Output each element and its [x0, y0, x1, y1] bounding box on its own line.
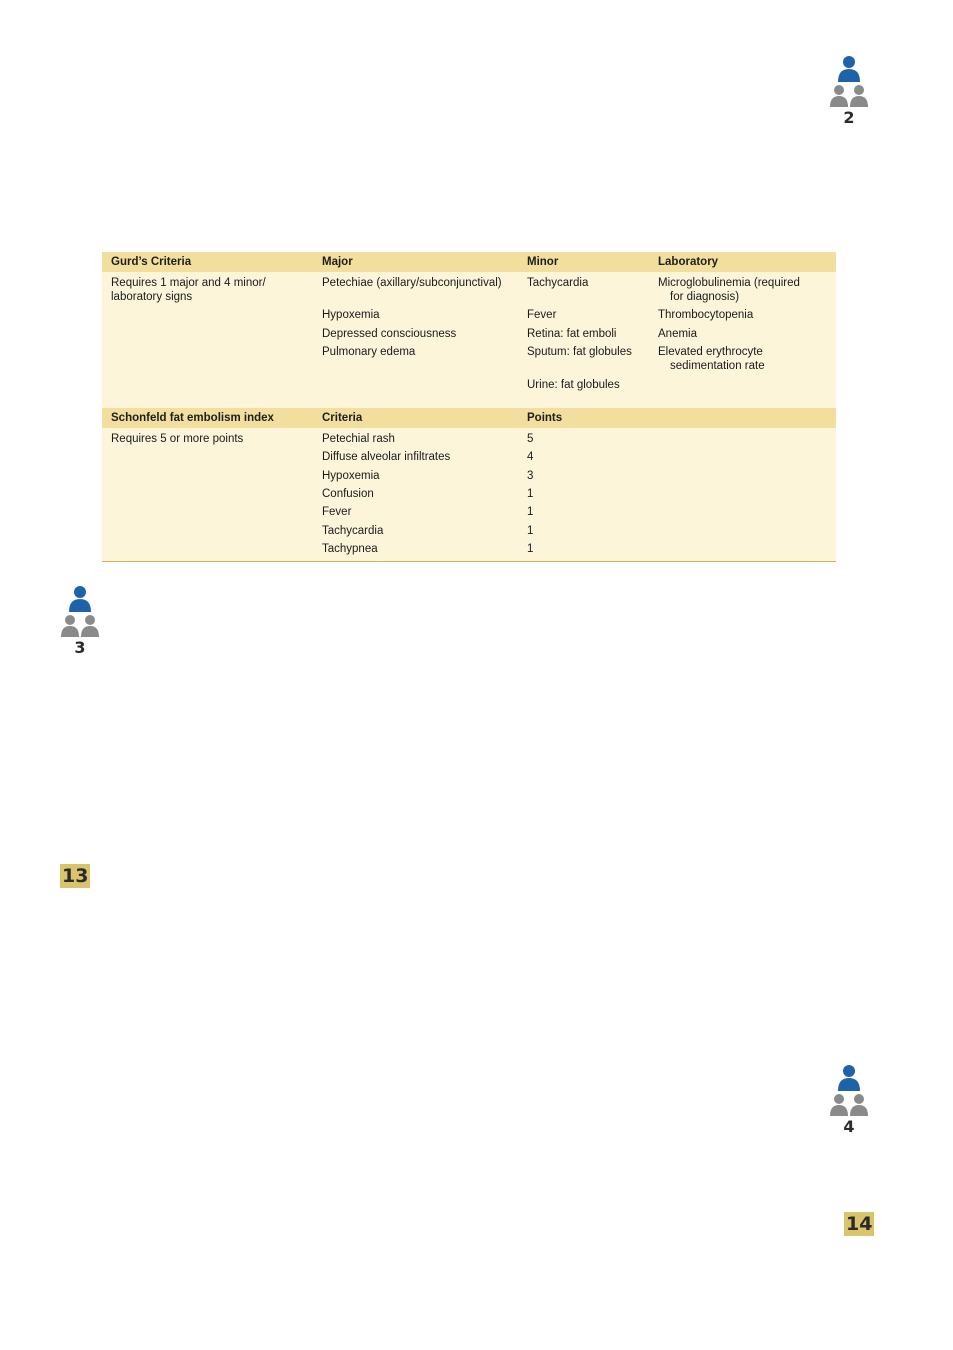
- people-group-icon: [826, 55, 872, 126]
- people-icon-graphic: [59, 585, 101, 639]
- people-icon-graphic: [828, 1064, 870, 1118]
- gurd-header-laboratory: Laboratory: [658, 256, 719, 268]
- schonfeld-criteria: Fever: [322, 506, 352, 518]
- gurd-lab-item: Elevated erythrocyte: [658, 346, 763, 358]
- schonfeld-criteria: Petechial rash: [322, 433, 395, 445]
- gurd-minor-item: Urine: fat globules: [527, 379, 620, 391]
- gurd-minor-item: Sputum: fat globules: [527, 346, 632, 358]
- gurd-requirement-line: Requires 1 major and 4 minor/: [111, 277, 266, 289]
- schonfeld-header-row: [102, 408, 836, 428]
- gurd-major-item: Petechiae (axillary/subconjunctival): [322, 277, 502, 289]
- schonfeld-criteria: Diffuse alveolar infiltrates: [322, 451, 451, 463]
- gurd-minor-item: Fever: [527, 309, 557, 321]
- schonfeld-criteria: Hypoxemia: [322, 470, 380, 482]
- gurd-requirement-line: laboratory signs: [111, 291, 193, 303]
- schonfeld-points: 1: [527, 488, 534, 500]
- fat-embolism-criteria-table: [102, 252, 836, 562]
- gurd-lab-item: Microglobulinemia (required: [658, 277, 800, 289]
- schonfeld-points: 3: [527, 470, 534, 482]
- gurd-major-item: Hypoxemia: [322, 309, 380, 321]
- gurd-lab-item: Thrombocytopenia: [658, 309, 754, 321]
- people-group-icon: [57, 585, 103, 656]
- schonfeld-header-criteria: Criteria: [322, 412, 363, 424]
- gurd-lab-item-continued: for diagnosis): [670, 291, 740, 303]
- icon-number: 3: [74, 638, 86, 657]
- icon-number: 4: [843, 1117, 855, 1136]
- schonfeld-points: 4: [527, 451, 534, 463]
- people-icon-graphic: [828, 55, 870, 109]
- schonfeld-requirement: Requires 5 or more points: [111, 433, 244, 445]
- gurd-header-title: Gurd’s Criteria: [111, 256, 192, 268]
- schonfeld-points: 1: [527, 525, 534, 537]
- gurd-lab-item-continued: sedimentation rate: [670, 360, 765, 372]
- schonfeld-points: 1: [527, 543, 534, 555]
- page-badge: 14: [846, 1213, 873, 1235]
- gurd-major-item: Pulmonary edema: [322, 346, 416, 358]
- schonfeld-criteria: Confusion: [322, 488, 374, 500]
- gurd-header-major: Major: [322, 256, 353, 268]
- gurd-lab-item: Anemia: [658, 328, 697, 340]
- icon-number: 2: [843, 108, 855, 127]
- schonfeld-points: 1: [527, 506, 534, 518]
- schonfeld-criteria: Tachypnea: [322, 543, 378, 555]
- schonfeld-header-points: Points: [527, 412, 563, 424]
- gurd-header-minor: Minor: [527, 256, 559, 268]
- schonfeld-points: 5: [527, 433, 534, 445]
- page-badge: 13: [62, 865, 89, 887]
- people-group-icon: [826, 1064, 872, 1135]
- gurd-header-row: [102, 252, 836, 272]
- schonfeld-criteria: Tachycardia: [322, 525, 384, 537]
- gurd-minor-item: Tachycardia: [527, 277, 589, 289]
- gurd-minor-item: Retina: fat emboli: [527, 328, 617, 340]
- schonfeld-header-title: Schonfeld fat embolism index: [111, 412, 274, 424]
- gurd-major-item: Depressed consciousness: [322, 328, 457, 340]
